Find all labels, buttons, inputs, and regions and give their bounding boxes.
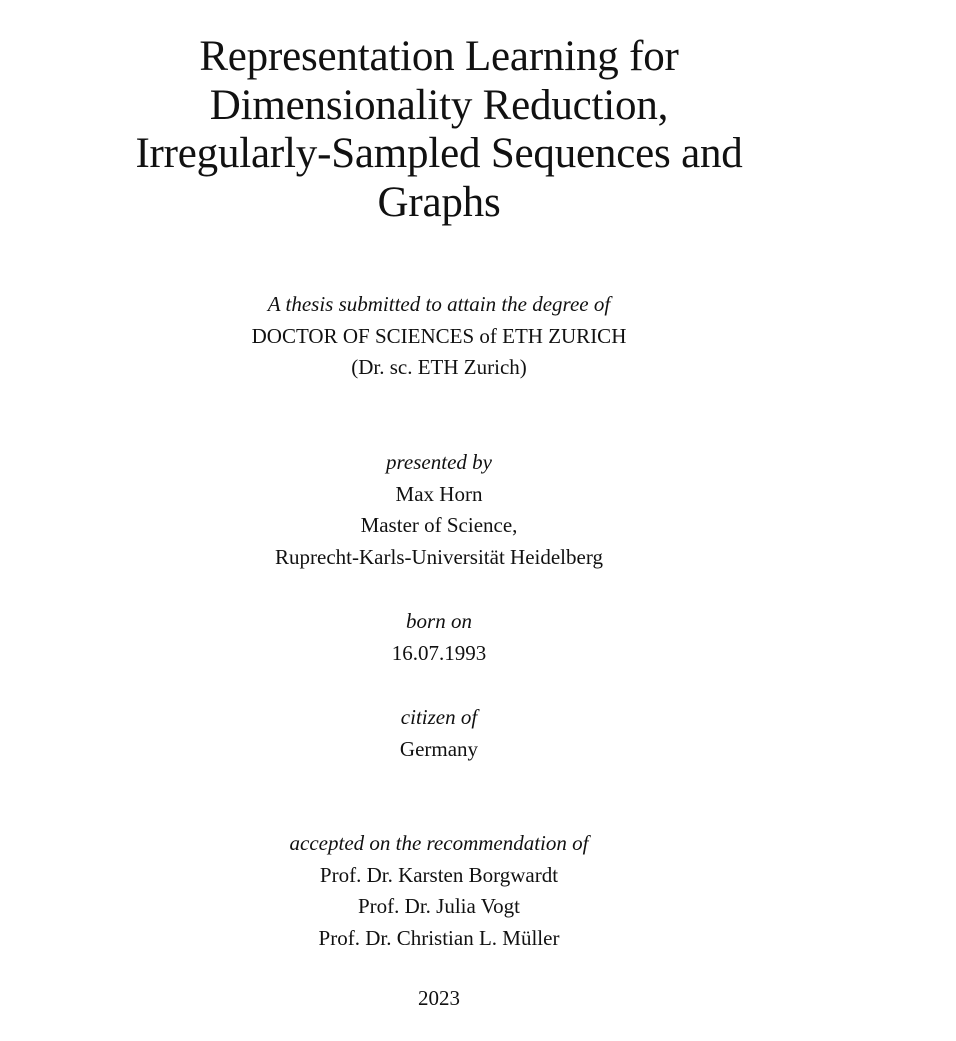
author-qualification: Master of Science, <box>360 513 518 537</box>
citizen-label: citizen of <box>400 705 478 729</box>
degree-intro: A thesis submitted to attain the degree of <box>267 292 611 316</box>
author-name: Max Horn <box>395 481 483 506</box>
birth-date: 16.07.1993 <box>391 640 487 665</box>
title-line: Representation Learning for <box>199 33 679 80</box>
born-label: born on <box>406 609 472 633</box>
citizen-block <box>0 702 878 765</box>
presented-label: presented by <box>386 450 492 474</box>
recommendation-block <box>0 828 878 954</box>
examiner: Prof. Dr. Karsten Borgwardt <box>319 862 559 887</box>
presented-block <box>0 447 878 573</box>
born-block <box>0 606 878 669</box>
year-block <box>0 983 878 1015</box>
degree-block <box>0 289 878 384</box>
title-line: Graphs <box>377 178 501 226</box>
author-university: Ruprecht-Karls-Universität Heidelberg <box>275 544 603 569</box>
degree-name: DOCTOR OF SCIENCES of ETH ZURICH <box>251 323 627 348</box>
recommendation-label: accepted on the recommendation of <box>289 831 589 855</box>
degree-abbreviation: (Dr. sc. ETH Zurich) <box>351 355 527 379</box>
submission-year: 2023 <box>418 986 460 1010</box>
examiner: Prof. Dr. Christian L. Müller <box>318 925 560 950</box>
examiner: Prof. Dr. Julia Vogt <box>358 894 520 918</box>
title-line: Irregularly-Sampled Sequences and <box>135 130 743 177</box>
thesis-title <box>0 33 878 227</box>
citizenship-country: Germany <box>399 736 479 761</box>
title-line: Dimensionality Reduction, <box>209 81 669 129</box>
